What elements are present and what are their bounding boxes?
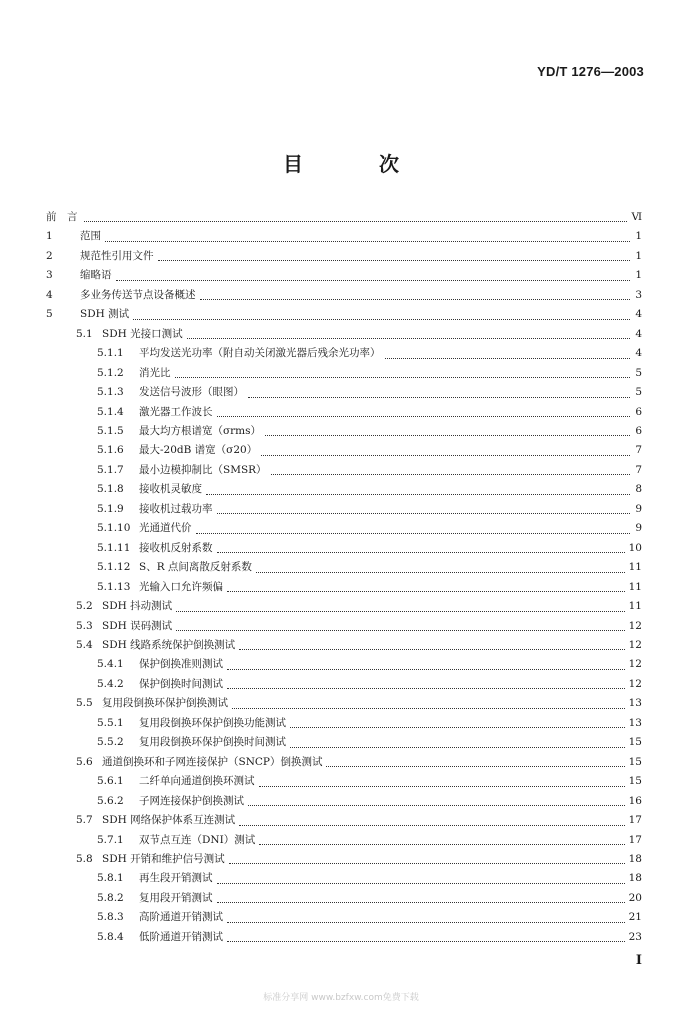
toc-entry-title: SDH 网络保护体系互连测试 <box>102 814 236 827</box>
toc-entry-number: 5.6.1 <box>97 775 124 788</box>
toc-entry-title: 接收机灵敏度 <box>139 483 202 496</box>
toc-entry-page: 11 <box>628 561 642 574</box>
toc-entry-page: 12 <box>628 658 642 671</box>
toc-entry-page: 7 <box>635 444 642 457</box>
toc-entry[interactable] <box>46 441 642 460</box>
toc-entry-page: 23 <box>628 930 642 943</box>
toc-dot-leader <box>239 638 625 650</box>
toc-entry[interactable] <box>46 208 642 227</box>
toc-dot-leader <box>265 424 630 436</box>
toc-entry-title: 低阶通道开销测试 <box>139 930 223 943</box>
toc-dot-leader <box>176 619 625 631</box>
toc-entry-title: SDH 线路系统保护倒换测试 <box>102 638 236 651</box>
toc-entry[interactable] <box>46 655 642 674</box>
toc-entry-page: Ⅵ <box>631 211 642 223</box>
toc-dot-leader <box>206 483 630 495</box>
toc-dot-leader <box>259 833 624 845</box>
toc-entry[interactable] <box>46 500 642 519</box>
toc-entry-number: 5.5.1 <box>97 716 124 729</box>
toc-entry-page: 1 <box>635 249 642 262</box>
toc-entry-page: 11 <box>628 580 642 593</box>
toc-entry[interactable] <box>46 461 642 480</box>
toc-entry-number: 5.1.3 <box>97 386 124 399</box>
toc-entry[interactable] <box>46 305 642 324</box>
toc-entry[interactable] <box>46 908 642 927</box>
toc-entry-number: 5.8.4 <box>97 930 124 943</box>
toc-dot-leader <box>217 541 625 553</box>
toc-entry-number: 5.5 <box>76 697 93 710</box>
toc-entry-page: 16 <box>628 794 642 807</box>
toc-entry-number: 5.6.2 <box>97 794 124 807</box>
toc-dot-leader <box>232 697 625 709</box>
toc-entry-title: 范围 <box>80 230 101 243</box>
toc-entry-title: 规范性引用文件 <box>80 249 154 262</box>
toc-entry-title: 最大均方根谱宽（σrms） <box>139 424 262 437</box>
toc-dot-leader <box>290 736 625 748</box>
toc-entry-page: 9 <box>635 522 642 535</box>
toc-entry-number: 5.7 <box>76 814 93 827</box>
toc-entry-page: 6 <box>635 405 642 418</box>
toc-dot-leader <box>175 366 631 378</box>
toc-entry-title: 复用段倒换环保护倒换时间测试 <box>139 736 286 749</box>
toc-entry-page: 6 <box>635 424 642 437</box>
toc-dot-leader <box>196 522 631 534</box>
toc-entry-number: 5.1.2 <box>97 366 124 379</box>
toc-entry[interactable] <box>46 286 642 305</box>
toc-entry-number: 4 <box>46 288 53 301</box>
toc-entry-number: 1 <box>46 230 53 243</box>
toc-dot-leader <box>385 347 631 359</box>
toc-entry[interactable] <box>46 928 642 947</box>
toc-entry-number: 5.4 <box>76 638 93 651</box>
toc-dot-leader <box>105 230 630 242</box>
toc-entry-page: 18 <box>628 872 642 885</box>
toc-entry-page: 17 <box>628 814 642 827</box>
toc-entry-number: 5.1.13 <box>97 580 131 593</box>
toc-entry-title: 子网连接保护倒换测试 <box>139 794 244 807</box>
toc-entry[interactable] <box>46 519 642 538</box>
toc-entry-title: 最小边模抑制比（SMSR） <box>139 463 267 476</box>
toc-entry-number: 前 言 <box>46 211 78 223</box>
toc-entry[interactable] <box>46 733 642 752</box>
toc-dot-leader <box>200 288 631 300</box>
toc-entry-title: 光输入口允许频偏 <box>139 580 223 593</box>
toc-entry-page: 4 <box>635 347 642 360</box>
toc-entry[interactable] <box>46 617 642 636</box>
toc-entry[interactable] <box>46 480 642 499</box>
toc-dot-leader <box>271 463 630 475</box>
toc-entry[interactable] <box>46 636 642 655</box>
toc-entry-number: 5.7.1 <box>97 833 124 846</box>
toc-entry[interactable] <box>46 753 642 772</box>
toc-entry-title: 高阶通道开销测试 <box>139 911 223 924</box>
toc-entry[interactable] <box>46 422 642 441</box>
toc-entry[interactable] <box>46 364 642 383</box>
toc-entry[interactable] <box>46 675 642 694</box>
toc-entry-title: 复用段倒换环保护倒换功能测试 <box>139 716 286 729</box>
toc-entry-page: 11 <box>628 600 642 613</box>
toc-entry-number: 5.1.4 <box>97 405 124 418</box>
toc-dot-leader <box>259 775 625 787</box>
toc-entry-number: 5.2 <box>76 600 93 613</box>
toc-entry-title: 复用段开销测试 <box>139 891 213 904</box>
toc-entry-title: SDH 光接口测试 <box>102 327 183 340</box>
toc-dot-leader <box>239 814 625 826</box>
toc-entry-number: 5.8.2 <box>97 891 124 904</box>
page-title-char-2: 次 <box>379 152 399 176</box>
toc-dot-leader <box>290 716 625 728</box>
toc-entry-number: 5.1.5 <box>97 424 124 437</box>
toc-entry-page: 4 <box>635 308 642 321</box>
toc-dot-leader <box>217 891 625 903</box>
page-title <box>0 148 682 177</box>
toc-entry[interactable] <box>46 266 642 285</box>
toc-entry-title: 激光器工作波长 <box>139 405 213 418</box>
toc-entry-title: SDH 开销和维护信号测试 <box>102 852 225 865</box>
toc-entry-title: 消光比 <box>139 366 171 379</box>
toc-entry-page: 13 <box>628 697 642 710</box>
toc-entry[interactable] <box>46 850 642 869</box>
toc-entry-number: 5.5.2 <box>97 736 124 749</box>
toc-dot-leader <box>256 561 625 573</box>
toc-dot-leader <box>248 794 625 806</box>
toc-entry-number: 3 <box>46 269 53 282</box>
toc-entry-number: 5.1.9 <box>97 502 124 515</box>
toc-entry[interactable] <box>46 539 642 558</box>
toc-entry-number: 5.1 <box>76 327 93 340</box>
toc-entry-number: 5.4.2 <box>97 677 124 690</box>
toc-entry-title: 光通道代价 <box>139 522 192 535</box>
toc-entry-page: 18 <box>628 852 642 865</box>
toc-entry-number: 5.1.11 <box>97 541 131 554</box>
toc-entry-page: 3 <box>635 288 642 301</box>
toc-entry-page: 12 <box>628 638 642 651</box>
toc-entry-title: 多业务传送节点设备概述 <box>80 288 196 301</box>
toc-entry[interactable] <box>46 325 642 344</box>
toc-dot-leader <box>227 580 625 592</box>
toc-entry-page: 20 <box>628 891 642 904</box>
toc-dot-leader <box>227 911 625 923</box>
toc-entry[interactable] <box>46 869 642 888</box>
toc-entry-number: 5.1.1 <box>97 347 124 360</box>
toc-entry-page: 15 <box>628 755 642 768</box>
toc-dot-leader <box>158 249 631 261</box>
toc-entry-number: 5 <box>46 308 53 321</box>
toc-entry-number: 5.1.6 <box>97 444 124 457</box>
toc-dot-leader <box>248 386 630 398</box>
toc-entry-number: 5.8.1 <box>97 872 124 885</box>
toc-entry-number: 5.6 <box>76 755 93 768</box>
toc-entry[interactable] <box>46 889 642 908</box>
toc-entry[interactable] <box>46 344 642 363</box>
toc-entry-page: 7 <box>635 463 642 476</box>
toc-entry-number: 5.1.12 <box>97 561 131 574</box>
toc-entry-number: 5.1.7 <box>97 463 124 476</box>
toc-entry[interactable] <box>46 772 642 791</box>
toc-dot-leader <box>227 658 625 670</box>
toc-entry[interactable] <box>46 383 642 402</box>
toc-entry[interactable] <box>46 403 642 422</box>
toc-entry[interactable] <box>46 597 642 616</box>
toc-entry-title: 保护倒换准则测试 <box>139 658 223 671</box>
toc-entry-title: SDH 抖动测试 <box>102 600 173 613</box>
toc-entry-number: 5.4.1 <box>97 658 124 671</box>
toc-entry[interactable] <box>46 558 642 577</box>
toc-entry[interactable] <box>46 247 642 266</box>
toc-dot-leader <box>261 444 630 456</box>
toc-dot-leader <box>227 677 625 689</box>
toc-entry-title: SDH 误码测试 <box>102 619 173 632</box>
toc-entry[interactable] <box>46 578 642 597</box>
toc-dot-leader <box>229 852 625 864</box>
toc-entry-title: 二纤单向通道倒换环测试 <box>139 775 255 788</box>
toc-dot-leader <box>326 755 624 767</box>
toc-entry-page: 12 <box>628 619 642 632</box>
standard-code: YD/T 1276—2003 <box>537 64 644 79</box>
page-title-char-1: 目 <box>283 152 303 176</box>
toc-entry-number: 5.8 <box>76 852 93 865</box>
toc-entry-number: 5.3 <box>76 619 93 632</box>
toc-entry[interactable] <box>46 831 642 850</box>
toc-entry-page: 17 <box>628 833 642 846</box>
toc-entry[interactable] <box>46 792 642 811</box>
toc-entry-number: 5.8.3 <box>97 911 124 924</box>
toc-entry-title: S、R 点间离散反射系数 <box>139 561 252 574</box>
toc-entry[interactable] <box>46 714 642 733</box>
table-of-contents <box>46 208 642 947</box>
toc-entry-page: 21 <box>628 911 642 924</box>
toc-entry[interactable] <box>46 811 642 830</box>
toc-entry-page: 4 <box>635 327 642 340</box>
toc-entry-title: 复用段倒换环保护倒换测试 <box>102 697 228 710</box>
toc-entry-title: 最大-20dB 谱宽（σ20） <box>139 444 258 457</box>
toc-entry-page: 13 <box>628 716 642 729</box>
toc-entry-page: 15 <box>628 736 642 749</box>
toc-dot-leader <box>176 600 625 612</box>
toc-entry-page: 9 <box>635 502 642 515</box>
toc-entry-title: 接收机过载功率 <box>139 502 213 515</box>
toc-dot-leader <box>187 327 630 339</box>
toc-entry-page: 8 <box>635 483 642 496</box>
toc-dot-leader <box>227 930 625 942</box>
toc-entry-title: 发送信号波形（眼图） <box>139 386 244 399</box>
toc-entry-title: 再生段开销测试 <box>139 872 213 885</box>
toc-dot-leader <box>84 210 627 222</box>
toc-entry-page: 10 <box>628 541 642 554</box>
toc-dot-leader <box>217 405 631 417</box>
toc-entry-title: 通道倒换环和子网连接保护（SNCP）倒换测试 <box>102 755 323 768</box>
toc-entry-title: SDH 测试 <box>80 308 130 321</box>
toc-entry[interactable] <box>46 694 642 713</box>
toc-entry-page: 1 <box>635 230 642 243</box>
toc-entry-page: 12 <box>628 677 642 690</box>
toc-dot-leader <box>116 269 631 281</box>
toc-entry-page: 15 <box>628 775 642 788</box>
toc-entry[interactable] <box>46 227 642 246</box>
page-number: I <box>635 953 642 968</box>
toc-entry-page: 1 <box>635 269 642 282</box>
toc-entry-title: 接收机反射系数 <box>139 541 213 554</box>
watermark-text: 标准分享网 www.bzfxw.com免费下载 <box>263 993 419 1003</box>
toc-entry-number: 2 <box>46 249 53 262</box>
toc-entry-page: 5 <box>635 386 642 399</box>
toc-entry-title: 平均发送光功率（附自动关闭激光器后残余光功率） <box>139 347 381 360</box>
toc-dot-leader <box>217 872 625 884</box>
toc-entry-number: 5.1.8 <box>97 483 124 496</box>
toc-entry-title: 保护倒换时间测试 <box>139 677 223 690</box>
toc-entry-title: 缩略语 <box>80 269 112 282</box>
toc-entry-page: 5 <box>635 366 642 379</box>
toc-dot-leader <box>217 502 631 514</box>
toc-dot-leader <box>133 308 630 320</box>
toc-entry-number: 5.1.10 <box>97 522 131 535</box>
toc-entry-title: 双节点互连（DNI）测试 <box>139 833 256 846</box>
